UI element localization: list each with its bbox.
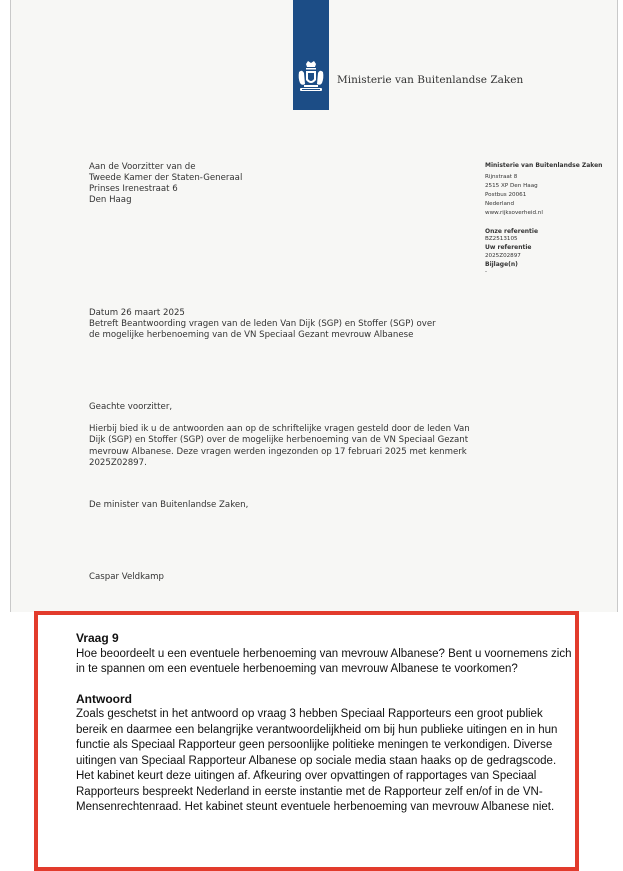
answer-text: Zoals geschetst in het antwoord op vraag 3 hebben Speciaal Rapporteurs een groot publiek bereik en daarmee een belangrijke verantwoordelijkheid om bij hun publieke uitingen en in hun functie als Speciaal Rapporteur geen persoonlijke politieke meningen te verkondigen. Diverse uitingen van Speciaal Rapporteur Albanese op sociale media staan haaks op de gedragscode. Het kabinet keurt deze uitingen af. Afkeuring over opvattingen of rapportages van Speciaal Rapporteurs bespreekt Nederland in eerste instantie met de Rapporteur zelf en/of in de VN-Mensenrechtenraad. Het kabinet steunt eventuele herbenoeming van mevrouw Albanese niet.	[76, 708, 558, 813]
question-text: Hoe beoordeelt u een eventuele herbenoeming van mevrouw Albanese? Bent u voornemens zich in te spannen om een eventuele herbenoeming van mevrouw Albanese te voorkomen?	[76, 647, 572, 675]
government-logo-bar	[293, 0, 329, 110]
attachments-value: -	[485, 269, 488, 275]
recipient-line: Prinses Irenestraat 6	[89, 184, 178, 194]
sender-block	[485, 162, 615, 277]
salutation: Geachte voorzitter,	[89, 402, 173, 412]
sender-name: Ministerie van Buitenlandse Zaken	[485, 162, 603, 169]
recipient-line: Aan de Voorzitter van de	[89, 162, 196, 172]
recipient-line: Den Haag	[89, 195, 132, 205]
question-title: Vraag 9	[76, 631, 119, 645]
intro-paragraph: Hierbij bied ik u de antwoorden aan op de schriftelijke vragen gesteld door de leden Van Dijk (SGP) en Stoffer (SGP) over de mogelijke herbenoeming van de VN Speciaal Gezant mevrouw Albanese. Deze vragen werden ingezonden op 17 februari 2025 met kenmerk 2025Z02897.	[89, 424, 470, 468]
sender-postcode: 2515 XP Den Haag	[485, 182, 538, 189]
letter-page	[10, 0, 618, 612]
date-line: Datum 26 maart 2025	[89, 308, 185, 318]
signature-name: Caspar Veldkamp	[89, 572, 164, 582]
our-reference-label: Onze referentie	[485, 227, 539, 235]
subject-line: de mogelijke herbenoeming van de VN Speciaal Gezant mevrouw Albanese	[89, 330, 414, 340]
attachments-label: Bijlage(n)	[485, 260, 518, 268]
sender-street: Rijnstraat 8	[485, 173, 518, 180]
closing-line: De minister van Buitenlandse Zaken,	[89, 500, 249, 510]
ministry-name: Ministerie van Buitenlandse Zaken	[337, 74, 524, 86]
highlighted-excerpt	[34, 611, 579, 871]
sender-country: Nederland	[485, 200, 514, 207]
sender-postbus: Postbus 20061	[485, 191, 527, 198]
answer-title: Antwoord	[76, 691, 132, 706]
our-reference: BZ2513105	[485, 236, 518, 242]
coat-of-arms-icon	[297, 60, 325, 98]
your-reference: 2025Z02897	[485, 252, 521, 259]
recipient-address	[89, 162, 242, 206]
subject-line: Betreft Beantwoording vragen van de leden Van Dijk (SGP) en Stoffer (SGP) over	[89, 319, 436, 329]
recipient-line: Tweede Kamer der Staten-Generaal	[89, 173, 243, 183]
letter-meta	[89, 308, 489, 341]
sender-website: www.rijksoverheid.nl	[485, 209, 543, 216]
your-reference-label: Uw referentie	[485, 244, 532, 251]
